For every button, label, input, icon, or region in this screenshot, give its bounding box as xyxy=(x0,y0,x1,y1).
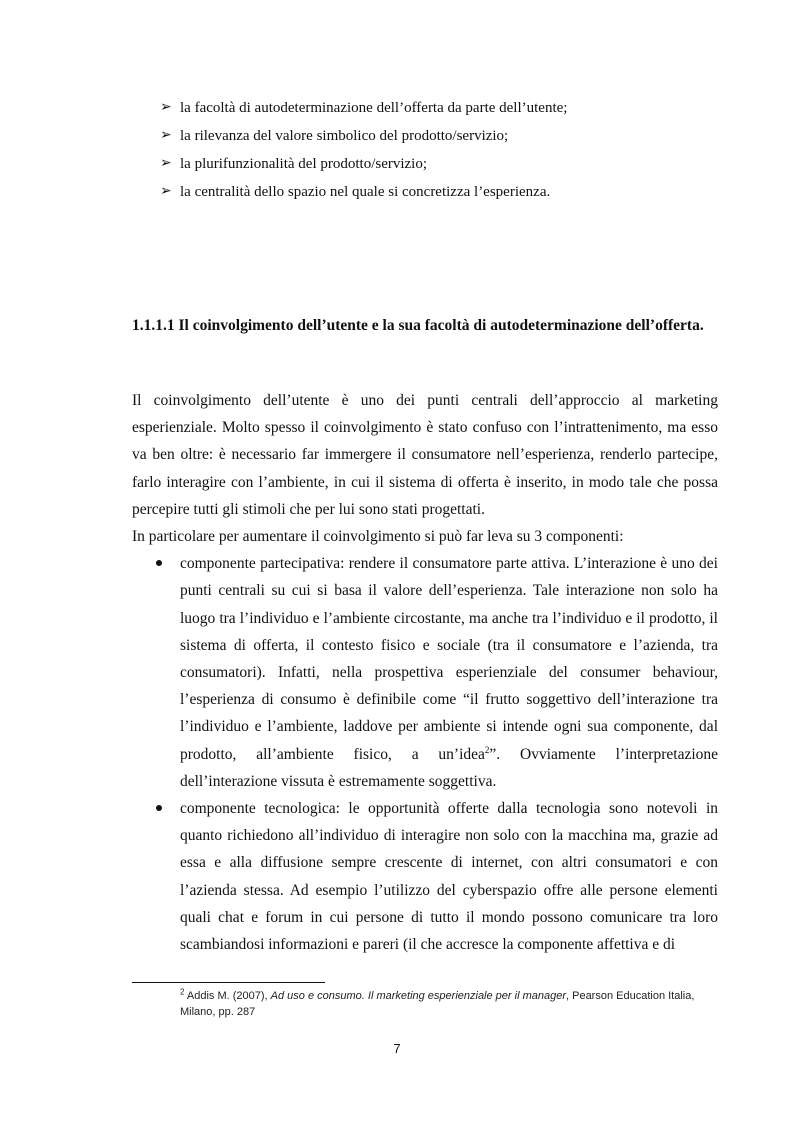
arrow-bullet-icon: ➢ xyxy=(160,184,172,199)
arrow-bullet-icon: ➢ xyxy=(160,156,172,171)
list-item: ➢ la rilevanza del valore simbolico del prodotto/servizio; xyxy=(160,122,567,150)
body-text xyxy=(132,387,718,958)
bullet-dot-icon xyxy=(156,805,162,811)
list-item: ➢ la facoltà di autodeterminazione dell’offerta da parte dell’utente; xyxy=(160,94,567,122)
arrow-list xyxy=(160,94,567,206)
section-heading: 1.1.1.1 Il coinvolgimento dell’utente e la sua facoltà di autodeterminazione dell’offerta. xyxy=(132,317,704,334)
paragraph-intro: Il coinvolgimento dell’utente è uno dei punti centrali dell’approccio al marketing esperienziale. Molto spesso il coinvolgimento è stato confuso con l’intrattenimento, ma esso va ben oltre: è necessario far immergere il consumatore nell’esperienza, renderlo partecipe, farlo interagire con l’ambiente, in cui il sistema di offerta è inserito, in modo tale che possa percepire tutti gli stimoli che per lui sono stati progettati. xyxy=(132,392,718,518)
component-list xyxy=(132,550,718,958)
list-item: ➢ la plurifunzionalità del prodotto/servizio; xyxy=(160,150,567,178)
list-item: ➢ la centralità dello spazio nel quale si concretizza l’esperienza. xyxy=(160,178,567,206)
footnote-separator xyxy=(132,982,325,983)
footnote-ref[interactable]: 2 xyxy=(484,744,490,755)
list-item-partecipativa: componente partecipativa: rendere il consumatore parte attiva. L’interazione è uno dei punti centrali su cui si basa il valore dell’esperienza. Tale interazione non solo ha luogo tra l’individuo e l’ambiente circostante, ma anche tra l’individuo e il prodotto, il sistema di offerta, il contesto fisico e sociale (tra il consumatore e l’azienda, tra consumatori). Infatti, nella prospettiva esperienziale del consumer behaviour, l’esperienza di consumo è definibile come “il frutto soggettivo dell’interazione tra l’individuo e l’ambiente, laddove per ambiente si intende ogni sua componente, dal prodotto, all’ambiente fisico, a un’idea$^2$”. Ovviamente l’interpretazione dell’interazione vissuta è estremamente soggettiva. xyxy=(132,550,718,795)
page-number: 7 xyxy=(393,1041,401,1056)
arrow-bullet-icon: ➢ xyxy=(160,100,172,115)
arrow-bullet-icon: ➢ xyxy=(160,128,172,143)
list-item-tecnologica: componente tecnologica: le opportunità offerte dalla tecnologia sono notevoli in quanto richiedono all’individuo di interagire non solo con la macchina ma, grazie ad essa e alla diffusione sempre crescente di internet, con altri consumatori e con l’azienda stessa. Ad esempio l’utilizzo del cyberspazio offre alle persone elementi quali chat e forum in cui persone di tutto il mondo possono comunicare tra loro scambiandosi informazioni e pareri (il che accresce la componente affettiva e di xyxy=(132,795,718,958)
footnote: $^2$ Addis M. (2007), Ad uso e consumo. Il marketing esperienziale per il manager, Pearson Education Italia, Milano, pp. 287 xyxy=(180,987,695,1018)
paragraph-components: In particolare per aumentare il coinvolgimento si può far leva su 3 componenti: xyxy=(132,528,624,546)
bullet-dot-icon xyxy=(156,560,162,566)
